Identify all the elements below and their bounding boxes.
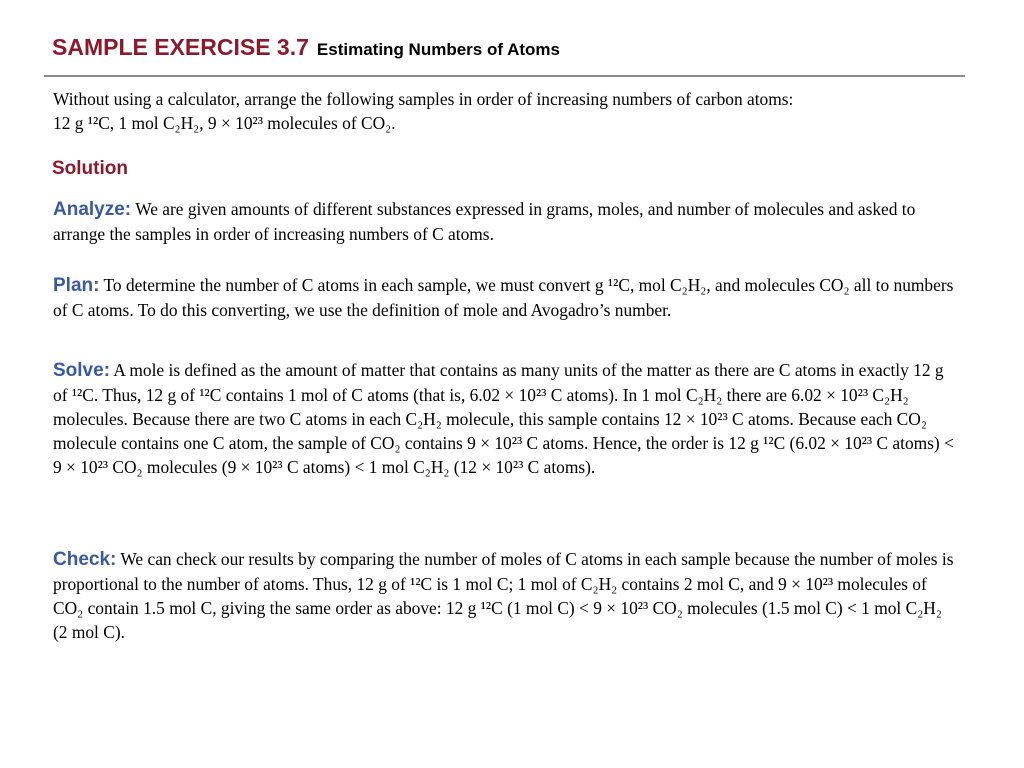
plan-paragraph xyxy=(53,273,958,322)
plan-text: To determine the number of C atoms in each sample, we must convert g ¹²C, mol C₂H₂, and molecules CO₂ all to numbers of C atoms. To do this converting, we use the definition of mole and Avogadro’s number. xyxy=(53,275,954,320)
check-text: We can check our results by comparing the number of moles of C atoms in each sample because the number of moles is proportional to the number of atoms. Thus, 12 g of ¹²C is 1 mol C; 1 mol of C₂H₂ contains 2 mol C, and 9 × 10²³ molecules of CO₂ contain 1.5 mol C, giving the same order as above: 12 g ¹²C (1 mol C) < 9 × 10²³ CO₂ molecules (1.5 mol C) < 1 mol C₂H₂ (2 mol C). xyxy=(53,549,954,642)
solve-paragraph xyxy=(53,358,958,479)
plan-lead: Plan: xyxy=(53,275,100,296)
check-lead: Check: xyxy=(53,549,117,570)
problem-statement xyxy=(53,87,958,135)
header-divider xyxy=(44,75,965,77)
solution-heading: Solution xyxy=(52,158,128,179)
problem-line-1: Without using a calculator, arrange the following samples in order of increasing numbers of carbon atoms: xyxy=(53,89,794,109)
problem-line-2: 12 g ¹²C, 1 mol C₂H₂, 9 × 10²³ molecules of CO₂. xyxy=(53,113,396,133)
check-paragraph xyxy=(53,547,958,644)
slide-header xyxy=(52,34,560,61)
analyze-text: We are given amounts of different substances expressed in grams, moles, and number of molecules and asked to arrange the samples in order of increasing numbers of C atoms. xyxy=(53,199,916,244)
exercise-subtitle: Estimating Numbers of Atoms xyxy=(316,40,560,59)
solve-lead: Solve: xyxy=(53,360,111,381)
analyze-lead: Analyze: xyxy=(53,199,132,220)
solve-text: A mole is defined as the amount of matter that contains as many units of the matter as there are C atoms in exactly 12 g of ¹²C. Thus, 12 g of ¹²C contains 1 mol of C atoms (that is, 6.02 × 10²³ C atoms). In 1 mol C₂H₂ there are 6.02 × 10²³ C₂H₂ molecules. Because there are two C atoms in each C₂H₂ molecule, this sample contains 12 × 10²³ C atoms. Because each CO₂ molecule contains one C atom, the sample of CO₂ contains 9 × 10²³ C atoms. Hence, the order is 12 g ¹²C (6.02 × 10²³ C atoms) < 9 × 10²³ CO₂ molecules (9 × 10²³ C atoms) < 1 mol C₂H₂ (12 × 10²³ C atoms). xyxy=(53,360,954,477)
analyze-paragraph xyxy=(53,197,958,246)
exercise-title: SAMPLE EXERCISE 3.7 xyxy=(52,34,309,60)
